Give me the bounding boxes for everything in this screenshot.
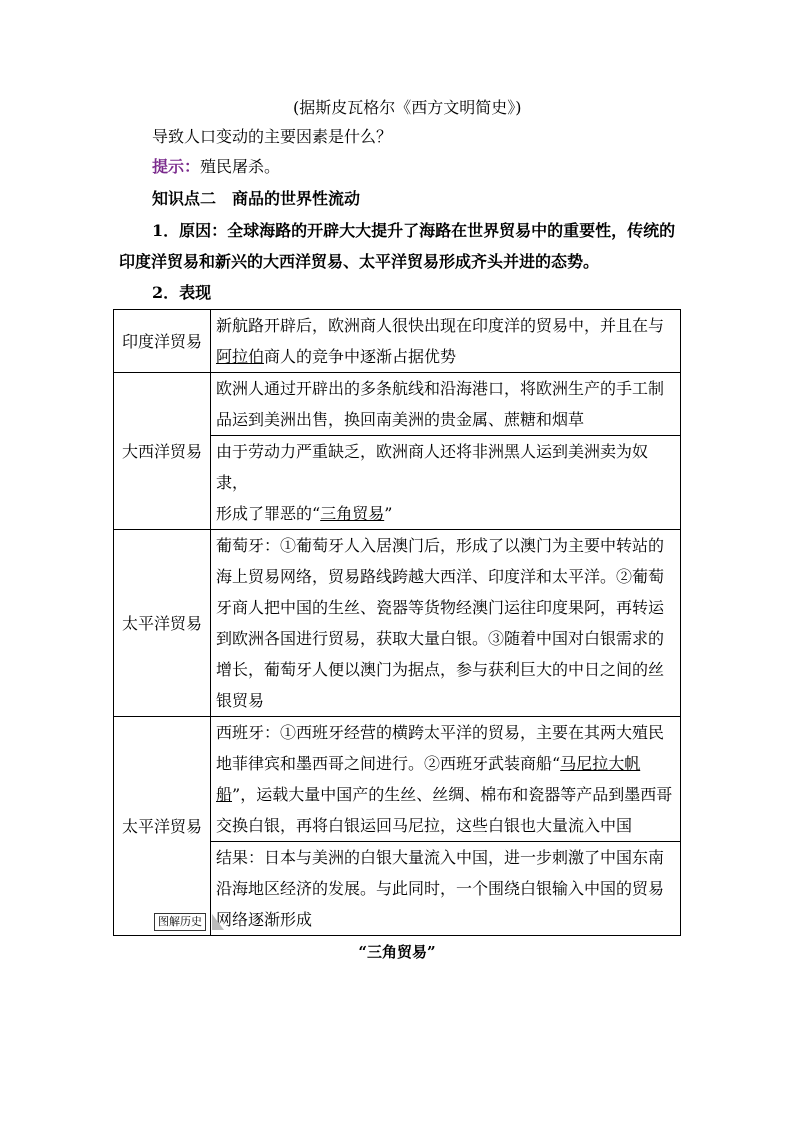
illustrated-history-badge: 图解历史 — [154, 913, 206, 931]
cell-text: 形成了罪恶的“ — [216, 504, 321, 523]
hint — [152, 156, 280, 178]
cell-line: 结果：日本与美洲的白银大量流入中国，进一步刺激了中国东南 — [216, 848, 665, 867]
cell-line: 沿海地区经济的发展。与此同时，一个围绕白银输入中国的贸易 — [216, 879, 665, 898]
row-label: 太平洋贸易 — [114, 717, 211, 936]
underlined-term: 三角贸易 — [320, 504, 385, 523]
row-label: 印度洋贸易 — [114, 310, 211, 373]
underlined-term: 船 — [216, 785, 233, 804]
cell-line: 葡萄牙：①葡萄牙人入居澳门后，形成了以澳门为主要中转站的 — [216, 536, 665, 555]
reason-line-1 — [152, 220, 675, 242]
cell-line: 海上贸易网络，贸易路线跨越大西洋、印度洋和太平洋。②葡萄 — [216, 567, 665, 586]
cell-line: 牙商人把中国的生丝、瓷器等货物经澳门运往印度果阿，再转运 — [216, 598, 665, 617]
section-title: 知识点二 商品的世界性流动 — [152, 189, 361, 208]
cell-text: 商人的竞争中逐渐占据优势 — [264, 347, 457, 366]
table-row — [114, 530, 681, 717]
reason-line-2: 印度洋贸易和新兴的大西洋贸易、太平洋贸易形成齐头并进的态势。 — [119, 252, 600, 271]
badge-corner-decoration — [212, 914, 224, 930]
cell-line: 增长，葡萄牙人便以澳门为据点，参与获利巨大的中日之间的丝 — [216, 660, 665, 679]
table-cell — [211, 842, 681, 936]
cell-line: 交换白银，再将白银运回马尼拉，这些白银也大量流入中国 — [216, 816, 633, 835]
cell-line: 到欧洲各国进行贸易，获取大量白银。③随着中国对白银需求的 — [216, 629, 665, 648]
row-label: 大西洋贸易 — [114, 373, 211, 530]
question: 导致人口变动的主要因素是什么？ — [152, 127, 393, 146]
table-cell — [211, 436, 681, 530]
cell-line: 新航路开辟后，欧洲商人很快出现在印度洋的贸易中，并且在与 — [216, 316, 665, 335]
underlined-term: 马尼拉大帆 — [560, 754, 641, 773]
row-label: 太平洋贸易 — [114, 530, 211, 717]
table-row — [114, 310, 681, 373]
cell-line: 欧洲人通过开辟出的多条航线和沿海港口，将欧洲生产的手工制 — [216, 379, 665, 398]
underlined-term: 阿拉伯 — [216, 347, 265, 366]
source-citation: (据斯皮瓦格尔《西方文明简史》) — [293, 98, 522, 117]
hint-label: 提示： — [152, 157, 201, 176]
trade-table — [113, 309, 681, 936]
table-cell — [211, 310, 681, 373]
cell-line: 网络逐渐形成 — [216, 910, 313, 929]
cell-line — [216, 341, 675, 372]
hint-text: 殖民屠杀。 — [200, 157, 281, 176]
cell-text: 地菲律宾和墨西哥之间进行。②西班牙武装商船“ — [216, 754, 561, 773]
cell-line: 由于劳动力严重缺乏，欧洲商人还将非洲黑人运到美洲卖为奴隶， — [216, 442, 649, 492]
cell-line — [216, 779, 675, 810]
cell-line: 西班牙：①西班牙经营的横跨太平洋的贸易，主要在其两大殖民 — [216, 723, 665, 742]
cell-text: ” — [384, 504, 393, 523]
reason-text-1: 1．原因：全球海路的开辟大大提升了海路在世界贸易中的重要性，传统的 — [152, 221, 676, 240]
table-cell — [211, 530, 681, 717]
table-row — [114, 717, 681, 842]
cell-line: 银贸易 — [216, 691, 265, 710]
figure-caption: “三角贸易” — [358, 943, 436, 961]
table-row — [114, 373, 681, 436]
item-2-heading: 2．表现 — [152, 283, 212, 302]
cell-line: 品运到美洲出售，换回南美洲的贵金属、蔗糖和烟草 — [216, 410, 585, 429]
table-cell — [211, 373, 681, 436]
cell-text: ”，运载大量中国产的生丝、丝绸、棉布和瓷器等产品到墨西哥 — [232, 785, 673, 804]
cell-line — [216, 498, 675, 529]
table-cell — [211, 717, 681, 842]
cell-line — [216, 748, 675, 779]
